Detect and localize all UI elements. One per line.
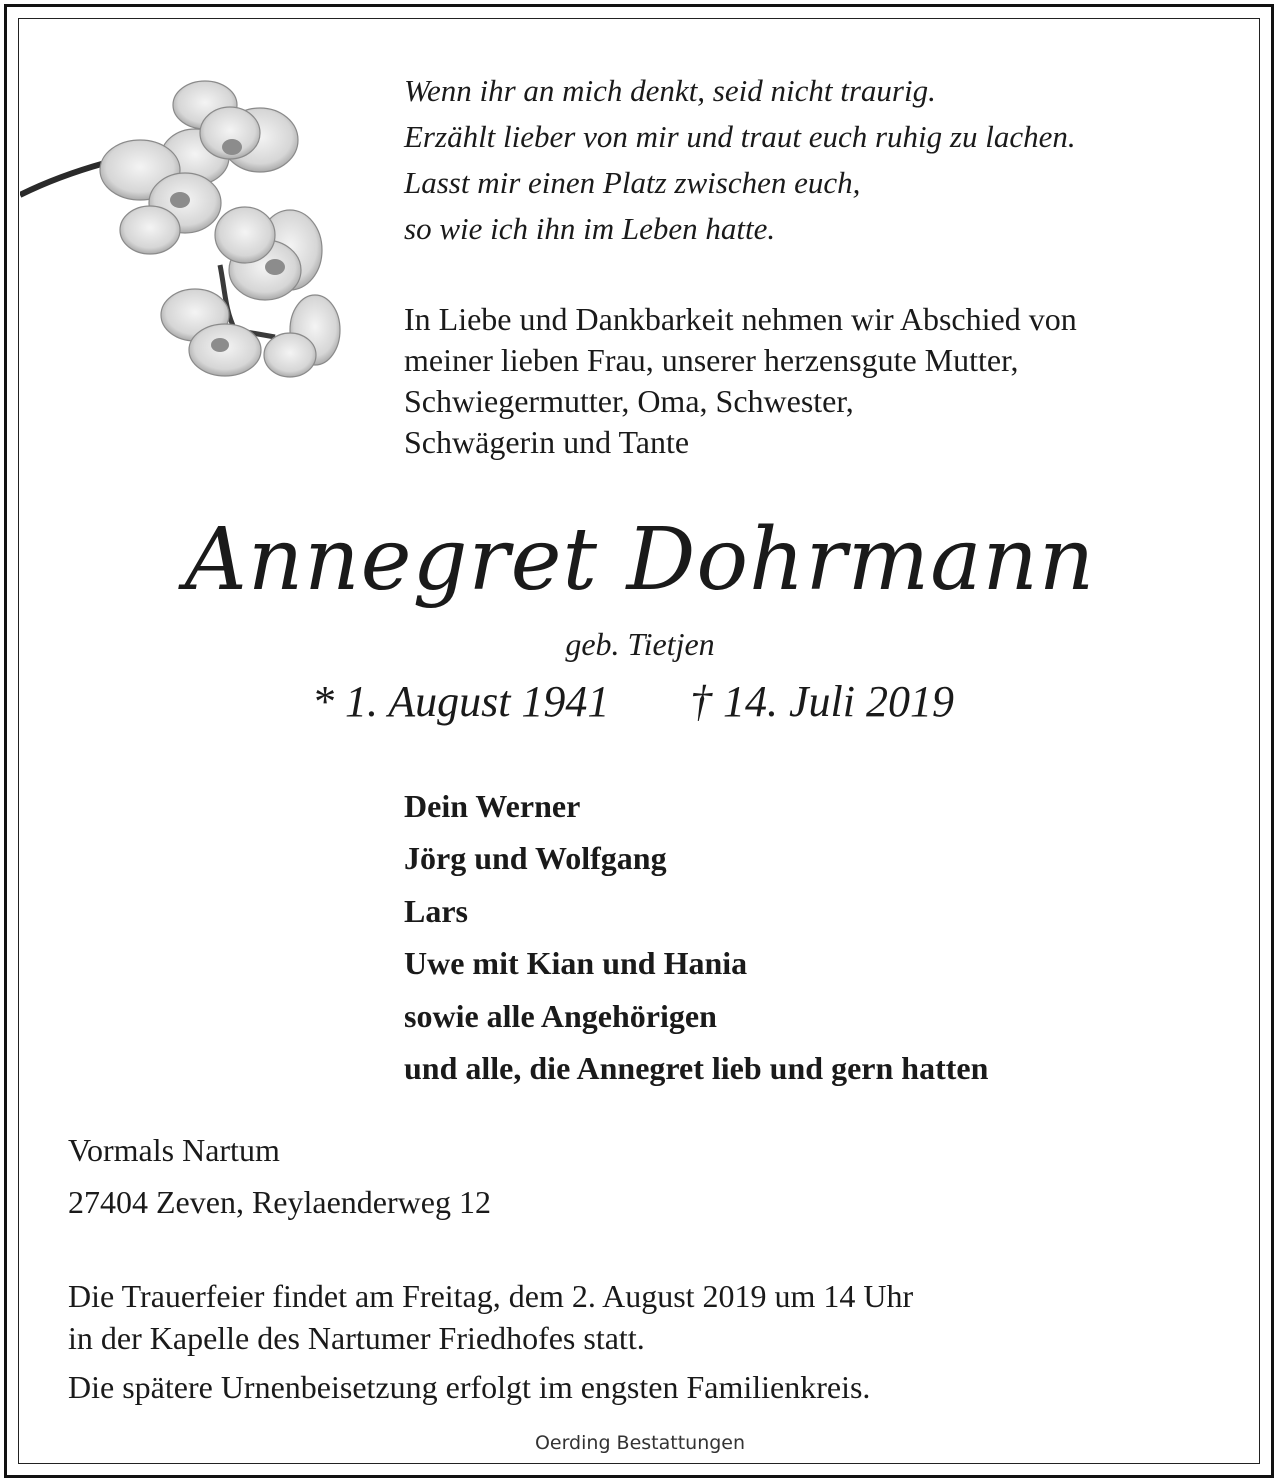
family-line: Dein Werner bbox=[404, 788, 581, 824]
funeral-home-credit: Oerding Bestattungen bbox=[534, 1432, 746, 1454]
address-line: 27404 Zeven, Reylaenderweg 12 bbox=[68, 1184, 491, 1220]
family-line: Lars bbox=[404, 893, 468, 929]
address-line: Vormals Nartum bbox=[68, 1132, 280, 1168]
maiden-name: geb. Tietjen bbox=[565, 626, 715, 662]
family-line: Uwe mit Kian und Hania bbox=[404, 945, 748, 981]
family-line: und alle, die Annegret lieb und gern hatten bbox=[404, 1050, 989, 1086]
poem-line: so wie ich ihn im Leben hatte. bbox=[404, 211, 776, 246]
intro-line: In Liebe und Dankbarkeit nehmen wir Abschied von bbox=[404, 301, 1077, 337]
intro-line: Schwiegermutter, Oma, Schwester, bbox=[404, 383, 854, 419]
ceremony-line: Die Trauerfeier findet am Freitag, dem 2. August 2019 um 14 Uhr bbox=[68, 1278, 914, 1314]
ceremony-line: Die spätere Urnenbeisetzung erfolgt im engsten Familienkreis. bbox=[68, 1369, 871, 1405]
ceremony-line: in der Kapelle des Nartumer Friedhofes statt. bbox=[68, 1320, 645, 1356]
family-line: Jörg und Wolfgang bbox=[404, 840, 667, 876]
death-date: † 14. Juli 2019 bbox=[690, 677, 954, 726]
family-line: sowie alle Angehörigen bbox=[404, 998, 717, 1034]
poem-line: Erzählt lieber von mir und traut euch ruhig zu lachen. bbox=[404, 119, 1076, 154]
orchid-icon bbox=[20, 75, 350, 395]
poem-line: Lasst mir einen Platz zwischen euch, bbox=[404, 165, 861, 200]
intro-line: meiner lieben Frau, unserer herzensgute Mutter, bbox=[404, 342, 1019, 378]
birth-date: * 1. August 1941 bbox=[312, 677, 610, 726]
deceased-name: Annegret Dohrmann bbox=[184, 510, 1096, 610]
poem-line: Wenn ihr an mich denkt, seid nicht traurig. bbox=[404, 73, 936, 108]
intro-line: Schwägerin und Tante bbox=[404, 424, 690, 460]
